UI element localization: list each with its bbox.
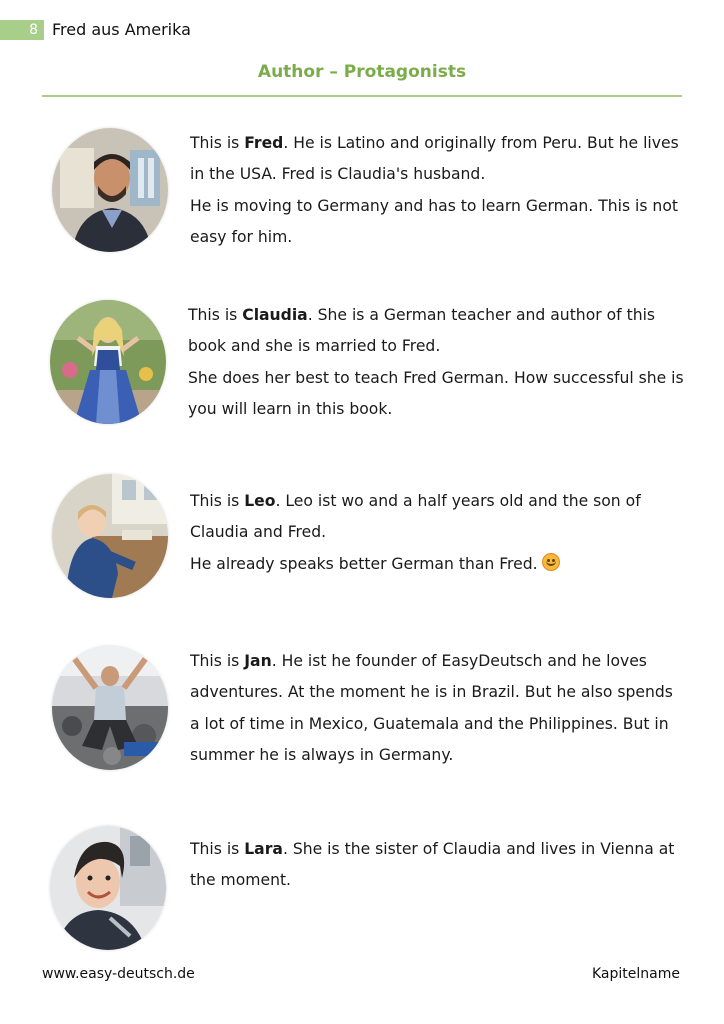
man-portrait-photo-icon [52, 128, 168, 252]
person-name: Leo [244, 492, 276, 510]
book-title: Fred aus Amerika [52, 20, 191, 39]
smiling-face-emoji-icon [542, 553, 560, 571]
woman-dirndl-photo-icon [50, 300, 166, 424]
person-name: Claudia [242, 306, 308, 324]
person-name: Lara [244, 840, 283, 858]
woman-selfie-photo-icon [50, 826, 166, 950]
man-arms-raised-photo-icon [52, 646, 168, 770]
page-number: 8 [0, 20, 44, 40]
bio-lara: This is Lara. She is the sister of Claudia and lives in Vienna at the moment. [190, 840, 675, 890]
title-divider [42, 95, 682, 97]
person-name: Jan [244, 652, 272, 670]
footer-chapter-name: Kapitelname [592, 966, 680, 982]
bio-leo: This is Leo. Leo ist wo and a half years old and the son of Claudia and Fred. He already speaks better German than Fred. [190, 492, 641, 573]
section-title: Author – Protagonists [257, 62, 467, 82]
page-header [0, 20, 724, 40]
child-playing-photo-icon [52, 474, 168, 598]
bio-fred: This is Fred. He is Latino and originally from Peru. But he lives in the USA. Fred is Claudia's husband. He is moving to Germany and has to learn German. This is not easy for him. [190, 134, 679, 246]
bio-claudia: This is Claudia. She is a German teacher and author of this book and she is married to Fred. She does her best to teach Fred German. How successful she is you will learn in this book. [188, 306, 684, 418]
bio-jan: This is Jan. He ist he founder of EasyDeutsch and he loves adventures. At the moment he is in Brazil. But he also spends a lot of time in Mexico, Guatemala and the Philippines. But in summer he is always in Germany. [190, 652, 673, 764]
person-name: Fred [244, 134, 284, 152]
footer-website: www.easy-deutsch.de [42, 966, 195, 982]
